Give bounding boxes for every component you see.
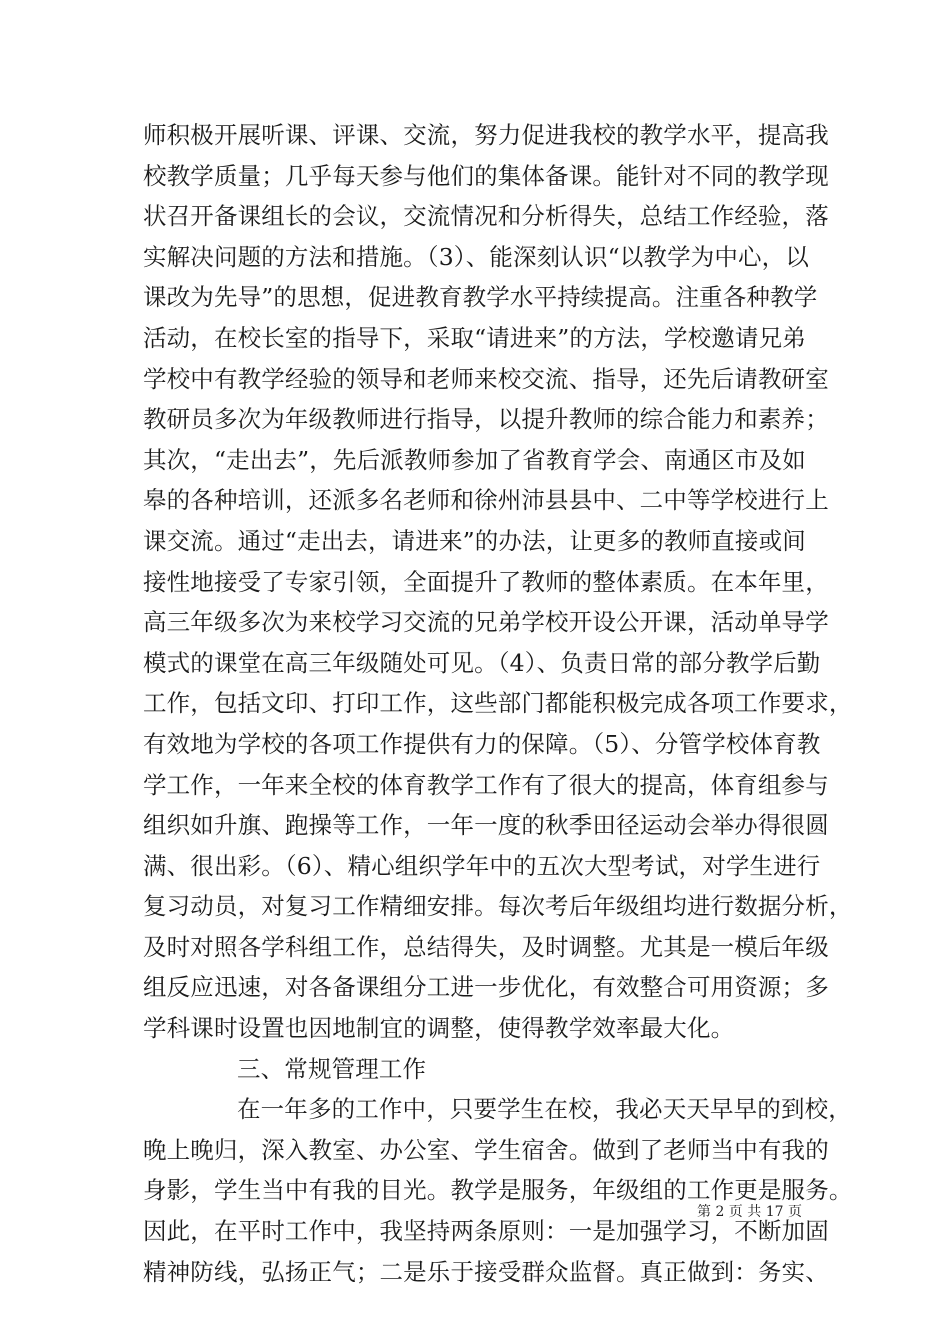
text-line: 组反应迅速，对各备课组分工进一步优化，有效整合可用资源；多 <box>143 973 829 1002</box>
text-line: 其次，“走出去”，先后派教师参加了省教育学会、南通区市及如 <box>143 445 806 474</box>
text-line: 工作，包括文印、打印工作，这些部门都能积极完成各项工作要求， <box>143 689 853 718</box>
text-line: 学科课时设置也因地制宜的调整，使得教学效率最大化。 <box>143 1014 735 1043</box>
section-heading: 三、常规管理工作 <box>237 1054 427 1083</box>
document-body <box>143 115 853 1292</box>
text-line: 因此，在平时工作中，我坚持两条原则：一是加强学习，不断加固 <box>143 1217 829 1246</box>
text-line: 学校中有教学经验的领导和老师来校交流、指导，还先后请教研室 <box>143 364 829 393</box>
page-number-footer: 第 2 页 共 17 页 <box>697 1204 802 1220</box>
text-line: 晚上晚归，深入教室、办公室、学生宿舍。做到了老师当中有我的 <box>143 1135 829 1164</box>
text-line: 复习动员，对复习工作精细安排。每次考后年级组均进行数据分析， <box>143 892 853 921</box>
text-line: 组织如升旗、跑操等工作，一年一度的秋季田径运动会举办得很圆 <box>143 811 829 840</box>
text-line: 活动，在校长室的指导下，采取“请进来”的方法，学校邀请兄弟 <box>143 323 806 352</box>
text-line: 模式的课堂在高三年级随处可见。（4）、负责日常的部分教学后勤 <box>143 648 821 677</box>
text-line: 实解决问题的方法和措施。（3）、能深刻认识“以教学为中心，以 <box>143 242 809 271</box>
text-line: 满、很出彩。（6）、精心组织学年中的五次大型考试，对学生进行 <box>143 851 821 880</box>
text-line: 教研员多次为年级教师进行指导，以提升教师的综合能力和素养； <box>143 405 829 434</box>
text-line: 接性地接受了专家引领，全面提升了教师的整体素质。在本年里， <box>143 567 829 596</box>
text-line: 校教学质量；几乎每天参与他们的集体备课。能针对不同的教学现 <box>143 161 829 190</box>
text-line: 有效地为学校的各项工作提供有力的保障。（5）、分管学校体育教 <box>143 729 821 758</box>
text-line: 课交流。通过“走出去，请进来”的办法，让更多的教师直接或间 <box>143 526 806 555</box>
text-line: 状召开备课组长的会议，交流情况和分析得失，总结工作经验，落 <box>143 202 829 231</box>
text-line: 及时对照各学科组工作，总结得失，及时调整。尤其是一模后年级 <box>143 932 829 961</box>
paragraph-first-line: 在一年多的工作中，只要学生在校，我必天天早早的到校， <box>237 1095 852 1124</box>
text-line: 皋的各种培训，还派多名老师和徐州沛县县中、二中等学校进行上 <box>143 486 829 515</box>
text-line: 学工作，一年来全校的体育教学工作有了很大的提高，体育组参与 <box>143 770 829 799</box>
text-line: 课改为先导”的思想，促进教育教学水平持续提高。注重各种教学 <box>143 283 818 312</box>
text-line: 师积极开展听课、评课、交流，努力促进我校的教学水平，提高我 <box>143 121 829 149</box>
text-line: 高三年级多次为来校学习交流的兄弟学校开设公开课，活动单导学 <box>143 608 829 637</box>
text-line: 身影，学生当中有我的目光。教学是服务，年级组的工作更是服务。 <box>143 1176 853 1205</box>
text-line: 精神防线，弘扬正气；二是乐于接受群众监督。真正做到：务实、 <box>143 1257 829 1286</box>
